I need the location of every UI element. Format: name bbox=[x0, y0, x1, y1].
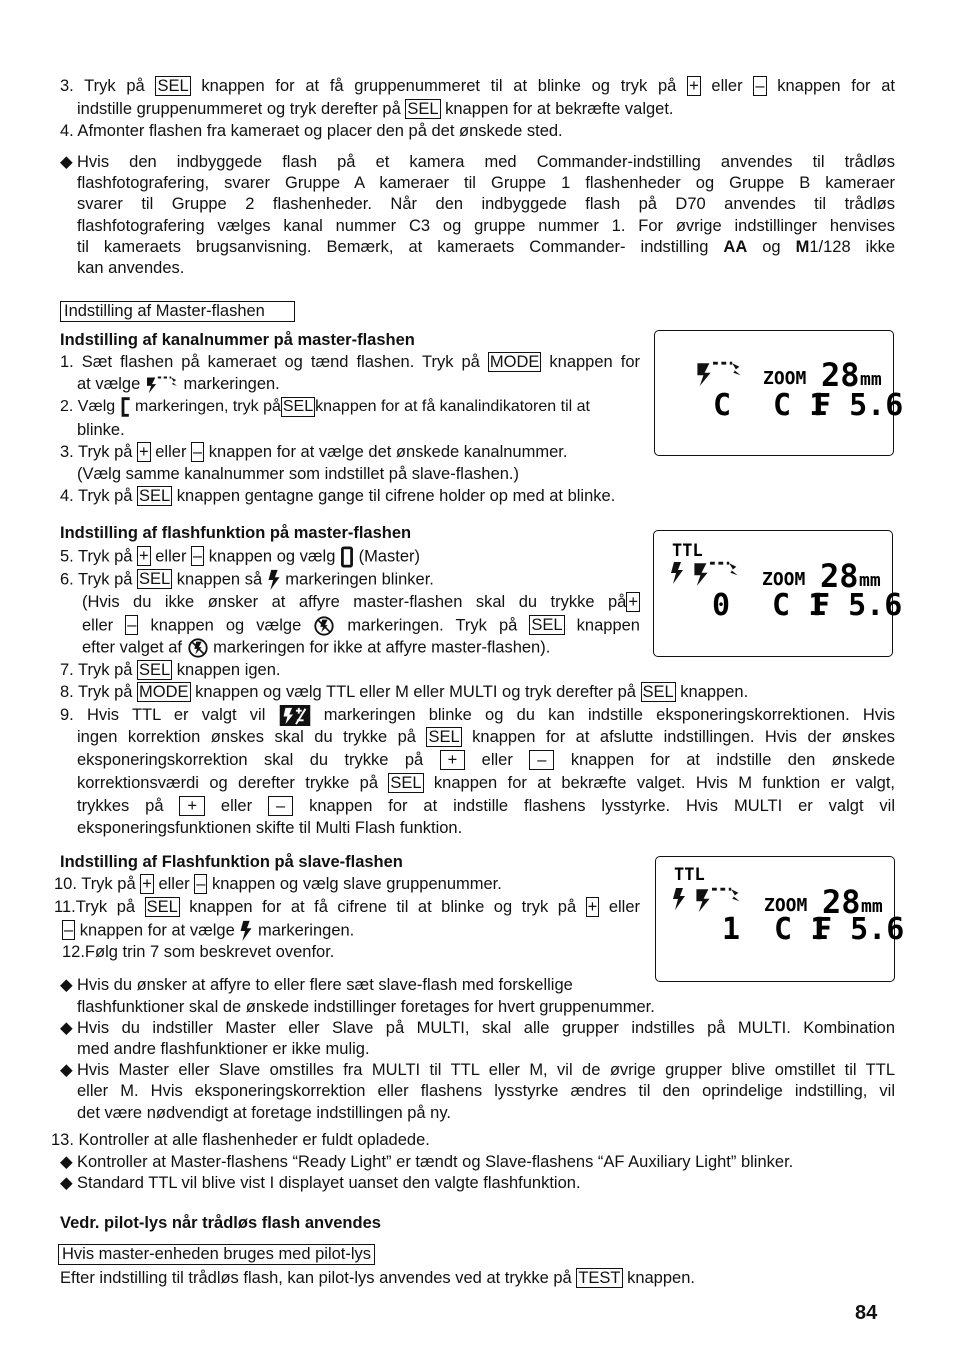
slave-step11-line2: – knappen for at vælge markeringen. bbox=[62, 920, 354, 942]
bullet-icon: ◆ bbox=[60, 1174, 73, 1192]
wireless-flash-icon bbox=[696, 889, 739, 912]
funk-step8: 8. Tryk på MODE knappen og vælg TTL eller M eller MULTI og tryk derefter på SEL knappen. bbox=[60, 683, 749, 701]
test-key: TEST bbox=[578, 1269, 621, 1287]
plus-key: + bbox=[142, 875, 152, 893]
funk-paren3: efter valget af markeringen for ikke at affyre master-flashen). bbox=[82, 637, 550, 659]
zoom-value: 28 bbox=[822, 883, 861, 921]
minus-key: – bbox=[529, 750, 554, 770]
note13-1: Kontroller at Master-flashens “Ready Light” er tændt og Slave-flashens “AF Auxiliary Light” blinker. bbox=[77, 1153, 794, 1171]
bullet-icon: ◆ bbox=[60, 1153, 73, 1171]
wireless-flash-icon bbox=[145, 375, 179, 395]
bullet-icon: ◆ bbox=[60, 1019, 73, 1037]
pilot-heading: Vedr. pilot-lys når trådløs flash anvendes bbox=[60, 1214, 381, 1232]
sel-key: SEL bbox=[146, 898, 178, 916]
step13: 13. Kontroller at alle flashenheder er fuldt opladede. bbox=[51, 1131, 430, 1149]
plus-key: + bbox=[139, 443, 149, 461]
note3-line2: eller M. Hvis eksponeringskorrektion eller flashens lysstyrke ændres til den oprindelige indstilling, vil bbox=[77, 1082, 895, 1100]
sel-key: SEL bbox=[139, 570, 171, 589]
funk-step9-line2: ingen korrektion ønskes skal du trykke på SEL knappen for at afslutte indstillingen. Hvis der ønskes bbox=[77, 728, 895, 746]
channel-value: C 1 bbox=[774, 912, 829, 947]
plus-key: + bbox=[139, 547, 149, 566]
minus-key: – bbox=[755, 77, 765, 95]
note2-line2: med andre flashfunktioner er ikke mulig. bbox=[77, 1040, 370, 1058]
step3-line2: indstille gruppenummeret og tryk derefter på SEL knappen for at bekræfte valget. bbox=[77, 100, 674, 118]
aperture-value: F 5.6 bbox=[813, 388, 904, 423]
note1-line1: Hvis du ønsker at affyre to eller flere sæt slave-flash med forskellige bbox=[77, 976, 573, 994]
group-value: 0 bbox=[712, 588, 731, 623]
funk-step6: 6. Tryk på SEL knappen så markeringen blinker. bbox=[60, 569, 434, 591]
commander-line2: flashfotografering, svarer Gruppe A kameraer til Gruppe 1 flashenheder og Gruppe B kameraer bbox=[77, 174, 895, 192]
funk-step9-line6: eksponeringsfunktionen skifte til Multi Flash funktion. bbox=[77, 819, 463, 837]
minus-key: – bbox=[64, 921, 74, 940]
bullet-icon: ◆ bbox=[60, 1061, 73, 1079]
funk-step9-line1: 9. Hvis TTL er valgt vil markeringen blinke og du kan indstille eksponeringskorrektionen. Hvis bbox=[60, 705, 895, 726]
kanal-step2: 2. Vælg markeringen, tryk på SEL knappen for at få kanalindikatoren til at bbox=[60, 398, 590, 416]
channel-label: C bbox=[713, 388, 732, 423]
wireless-flash-icon bbox=[694, 563, 737, 586]
sel-key: SEL bbox=[407, 100, 439, 118]
funk-step9-line4: korrektionsværdi og derefter trykke på SEL knappen for at bekræfte valget. Hvis M funktion er valgt, bbox=[77, 774, 896, 792]
sel-key: SEL bbox=[390, 774, 422, 792]
mode-key: MODE bbox=[139, 683, 189, 701]
flash-bolt-icon bbox=[239, 920, 253, 942]
commander-line5: til kameraets brugsanvisning. Bemærk, at kameraets Commander- indstilling AA og M1/128 ikke bbox=[77, 238, 895, 256]
zoom-unit: mm bbox=[859, 570, 881, 591]
ttl-label: TTL bbox=[674, 865, 705, 885]
slave-step10: 10. Tryk på + eller – knappen og vælg slave gruppenummer. bbox=[54, 875, 502, 893]
funk-step9-line3: eksponeringskorrektion skal du trykke på + eller – knappen for at indstille den ønskede bbox=[77, 751, 895, 769]
step3-line1: 3. Tryk på SEL knappen for at få gruppenummeret til at blinke og tryk på + eller – knappen for at bbox=[60, 77, 895, 95]
ttl-label: TTL bbox=[672, 541, 703, 561]
zoom-unit: mm bbox=[861, 896, 883, 917]
note2-line1: Hvis du indstiller Master eller Slave på MULTI, skal alle grupper indstilles på MULTI. Kombination bbox=[77, 1019, 895, 1037]
mode-key: MODE bbox=[489, 353, 540, 371]
funk-step7: 7. Tryk på SEL knappen igen. bbox=[60, 661, 281, 679]
funk-paren1: (Hvis du ikke ønsker at affyre master-flashen skal du trykke på + bbox=[82, 593, 638, 611]
kanal-step2-line2: blinke. bbox=[77, 421, 125, 439]
minus-key: – bbox=[268, 796, 293, 816]
kanal-step1-line2: at vælge markeringen. bbox=[77, 375, 280, 393]
kanal-step3: 3. Tryk på + eller – knappen for at vælge det ønskede kanalnummer. bbox=[60, 443, 568, 461]
note13-2: Standard TTL vil blive vist I displayet uanset den valgte flashfunktion. bbox=[77, 1174, 581, 1192]
commander-line4: flashfotografering vælges kanal nummer C3 og gruppe nummer 1. For øvrige indstillinger henvises bbox=[77, 217, 895, 235]
step4: 4. Afmonter flashen fra kameraet og placer den på det ønskede sted. bbox=[60, 122, 563, 140]
page-number: 84 bbox=[855, 1302, 878, 1324]
channel-value: C 1 bbox=[772, 588, 827, 623]
funk-paren2: eller – knappen og vælge markeringen. Tryk på SEL knappen bbox=[82, 615, 640, 637]
pilot-box: Hvis master-enheden bruges med pilot-lys bbox=[58, 1244, 375, 1265]
funk-heading: Indstilling af flashfunktion på master-flashen bbox=[60, 524, 412, 542]
commander-line1: Hvis den indbyggede flash på et kamera med Commander-indstilling anvendes til trådløs bbox=[77, 153, 895, 171]
plus-key: + bbox=[440, 750, 466, 770]
kanal-step1: 1. Sæt flashen på kameraet og tænd flashen. Tryk på MODE knappen for bbox=[60, 353, 640, 371]
aperture-value: F 5.6 bbox=[812, 588, 903, 623]
slave-step11: 11.Tryk på SEL knappen for at få cifrene til at blinke og tryk på + eller bbox=[54, 898, 640, 916]
sel-key: SEL bbox=[157, 77, 189, 95]
zoom-value: 28 bbox=[820, 557, 859, 595]
plus-key: + bbox=[587, 898, 598, 916]
minus-key: – bbox=[193, 547, 203, 566]
zoom-label: ZOOM bbox=[762, 569, 806, 590]
zoom-value: 28 bbox=[821, 356, 860, 394]
note1-line2: flashfunktioner skal de ønskede indstillinger foretages for hvert gruppenummer. bbox=[77, 998, 655, 1016]
funk-step9-line5: trykkes på + eller – knappen for at indstille flashens lysstyrke. Hvis MULTI er valgt vil bbox=[77, 797, 895, 815]
note3-line3: det være nødvendigt at foretage indstillingen på ny. bbox=[77, 1104, 451, 1122]
sel-key: SEL bbox=[139, 487, 171, 505]
funk-step5: 5. Tryk på + eller – knappen og vælg (Master) bbox=[60, 546, 420, 568]
no-flash-icon bbox=[187, 637, 209, 659]
lcd-display-slave bbox=[655, 856, 905, 982]
lcd-display-master bbox=[653, 530, 903, 657]
section-master-box: Indstilling af Master-flashen bbox=[60, 301, 295, 322]
slave-step12: 12.Følg trin 7 som beskrevet ovenfor. bbox=[62, 943, 335, 961]
plus-key: + bbox=[628, 593, 638, 611]
kanal-heading: Indstilling af kanalnummer på master-flashen bbox=[60, 331, 415, 349]
sel-key: SEL bbox=[428, 728, 460, 746]
sel-key: SEL bbox=[531, 616, 563, 635]
note3-line1: Hvis Master eller Slave omstilles fra MULTI til TTL eller M, vil de øvrige grupper blive omstillet til TTL bbox=[77, 1061, 895, 1079]
lcd-display-channel bbox=[654, 330, 904, 456]
zoom-unit: mm bbox=[860, 369, 882, 390]
commander-line6: kan anvendes. bbox=[77, 259, 185, 277]
minus-key: – bbox=[196, 875, 206, 893]
exposure-compensation-icon bbox=[279, 705, 311, 726]
commander-line3: svarer til Gruppe 2 flashenheder. Når den indbyggede flash på D70 anvendes til trådløs bbox=[77, 195, 895, 213]
master-zero-icon bbox=[340, 546, 354, 568]
aperture-value: F 5.6 bbox=[814, 912, 905, 947]
bullet-icon: ◆ bbox=[60, 153, 73, 171]
minus-key: – bbox=[193, 443, 203, 461]
pilot-text: Efter indstilling til trådløs flash, kan pilot-lys anvendes ved at trykke på TEST knappen. bbox=[60, 1269, 695, 1287]
sel-key: SEL bbox=[282, 398, 314, 416]
zoom-label: ZOOM bbox=[764, 895, 808, 916]
flash-bolt-icon bbox=[267, 569, 281, 591]
sel-key: SEL bbox=[139, 661, 171, 679]
kanal-step4: 4. Tryk på SEL knappen gentagne gange til cifrene holder op med at blinke. bbox=[60, 487, 616, 505]
plus-key: + bbox=[179, 796, 205, 816]
wireless-flash-icon bbox=[697, 363, 740, 386]
flash-bolt-icon bbox=[673, 888, 685, 910]
minus-key: – bbox=[127, 616, 137, 635]
no-flash-icon bbox=[313, 615, 335, 637]
flash-bolt-icon bbox=[671, 562, 683, 584]
channel-value: C 1 bbox=[773, 388, 828, 423]
sel-key: SEL bbox=[642, 683, 674, 701]
zoom-label: ZOOM bbox=[763, 368, 807, 389]
plus-key: + bbox=[689, 77, 699, 95]
kanal-step3-line2: (Vælg samme kanalnummer som indstillet på slave-flashen.) bbox=[77, 465, 520, 483]
slave-heading: Indstilling af Flashfunktion på slave-flashen bbox=[60, 853, 403, 871]
group-value: 1 bbox=[722, 912, 741, 947]
channel-c-icon bbox=[120, 397, 131, 417]
bullet-icon: ◆ bbox=[60, 976, 73, 994]
